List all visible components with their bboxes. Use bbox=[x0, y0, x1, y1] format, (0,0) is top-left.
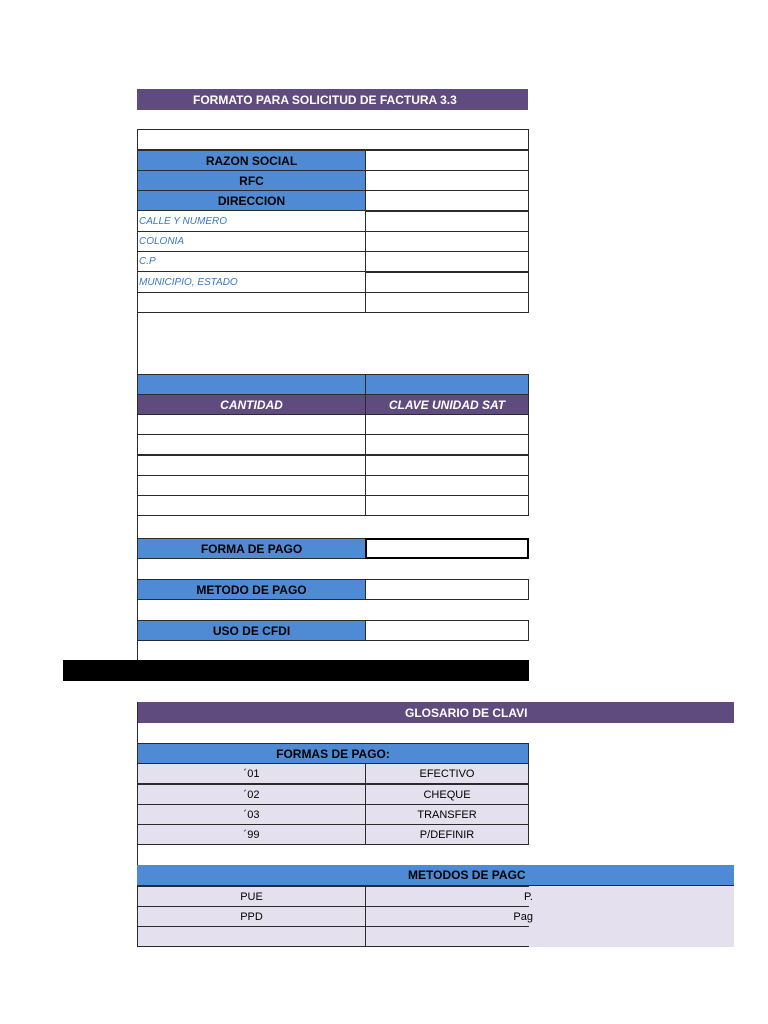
metodo-row-3-desc bbox=[365, 926, 529, 947]
razon-social-label: RAZON SOCIAL bbox=[137, 150, 366, 171]
forma-row-1-desc: EFECTIVO bbox=[365, 763, 529, 784]
forma-row-1-code: ´01 bbox=[137, 763, 366, 784]
forma-pago-label: FORMA DE PAGO bbox=[137, 538, 366, 559]
form-title-bar bbox=[137, 89, 528, 110]
cp-label: C.P bbox=[137, 251, 366, 272]
extra-row-left bbox=[137, 292, 366, 313]
rfc-input[interactable] bbox=[365, 170, 529, 191]
uso-cfdi-label: USO DE CFDI bbox=[137, 620, 366, 641]
glosario-title-bar bbox=[137, 702, 734, 723]
blank-row bbox=[137, 129, 529, 150]
item-row-3-cantidad[interactable] bbox=[137, 455, 366, 476]
item-row-1-cantidad[interactable] bbox=[137, 414, 366, 435]
metodos-pago-title: METODOS DE PAGC bbox=[408, 868, 526, 882]
metodo-pago-label: METODO DE PAGO bbox=[137, 579, 366, 600]
item-row-2-cantidad[interactable] bbox=[137, 434, 366, 455]
metodo-row-2-desc bbox=[365, 906, 533, 927]
razon-social-input[interactable] bbox=[365, 150, 529, 171]
municipio-input[interactable] bbox=[365, 272, 529, 293]
form-title: FORMATO PARA SOLICITUD DE FACTURA 3.3 bbox=[193, 92, 457, 107]
forma-row-2-desc: CHEQUE bbox=[365, 784, 529, 805]
clave-unidad-header: CLAVE UNIDAD SAT bbox=[365, 394, 529, 415]
extra-row-right[interactable] bbox=[365, 292, 529, 313]
forma-row-3-desc: TRANSFER bbox=[365, 804, 529, 825]
rfc-label: RFC bbox=[137, 170, 366, 191]
items-blue-right bbox=[365, 374, 529, 395]
metodo-row-1-desc-text: P. bbox=[524, 890, 533, 903]
item-row-5-clave[interactable] bbox=[365, 495, 529, 516]
forma-pago-input[interactable] bbox=[365, 538, 529, 559]
item-row-3-clave[interactable] bbox=[365, 455, 529, 476]
metodo-row-1-code: PUE bbox=[137, 886, 366, 907]
metodo-row-2-code: PPD bbox=[137, 906, 366, 927]
colonia-label: COLONIA bbox=[137, 231, 366, 252]
item-row-4-clave[interactable] bbox=[365, 475, 529, 496]
colonia-input[interactable] bbox=[365, 231, 529, 252]
forma-row-2-code: ´02 bbox=[137, 784, 366, 805]
forma-row-4-desc: P/DEFINIR bbox=[365, 824, 529, 845]
item-row-1-clave[interactable] bbox=[365, 414, 529, 435]
metodo-row-3-code bbox=[137, 926, 366, 947]
uso-cfdi-input[interactable] bbox=[365, 620, 529, 641]
items-blue-left bbox=[137, 374, 366, 395]
calle-label: CALLE Y NUMERO bbox=[137, 211, 366, 232]
direccion-input[interactable] bbox=[365, 190, 529, 211]
forma-row-4-code: ´99 bbox=[137, 824, 366, 845]
calle-input[interactable] bbox=[365, 211, 529, 232]
glosario-title: GLOSARIO DE CLAVI bbox=[405, 705, 528, 720]
item-row-4-cantidad[interactable] bbox=[137, 475, 366, 496]
item-row-2-clave[interactable] bbox=[365, 434, 529, 455]
municipio-label: MUNICIPIO, ESTADO bbox=[137, 272, 366, 293]
metodo-row-2-desc-text: Pag bbox=[513, 910, 533, 923]
section-separator bbox=[63, 660, 529, 681]
metodo-row-1-desc bbox=[365, 886, 533, 907]
direccion-label: DIRECCION bbox=[137, 190, 366, 211]
forma-row-3-code: ´03 bbox=[137, 804, 366, 825]
formas-pago-header bbox=[137, 743, 529, 764]
cp-input[interactable] bbox=[365, 251, 529, 272]
item-row-5-cantidad[interactable] bbox=[137, 495, 366, 516]
cantidad-header: CANTIDAD bbox=[137, 394, 366, 415]
formas-pago-title: FORMAS DE PAGO: bbox=[276, 746, 390, 761]
metodos-pago-header bbox=[137, 865, 734, 886]
metodo-pago-input[interactable] bbox=[365, 579, 529, 600]
